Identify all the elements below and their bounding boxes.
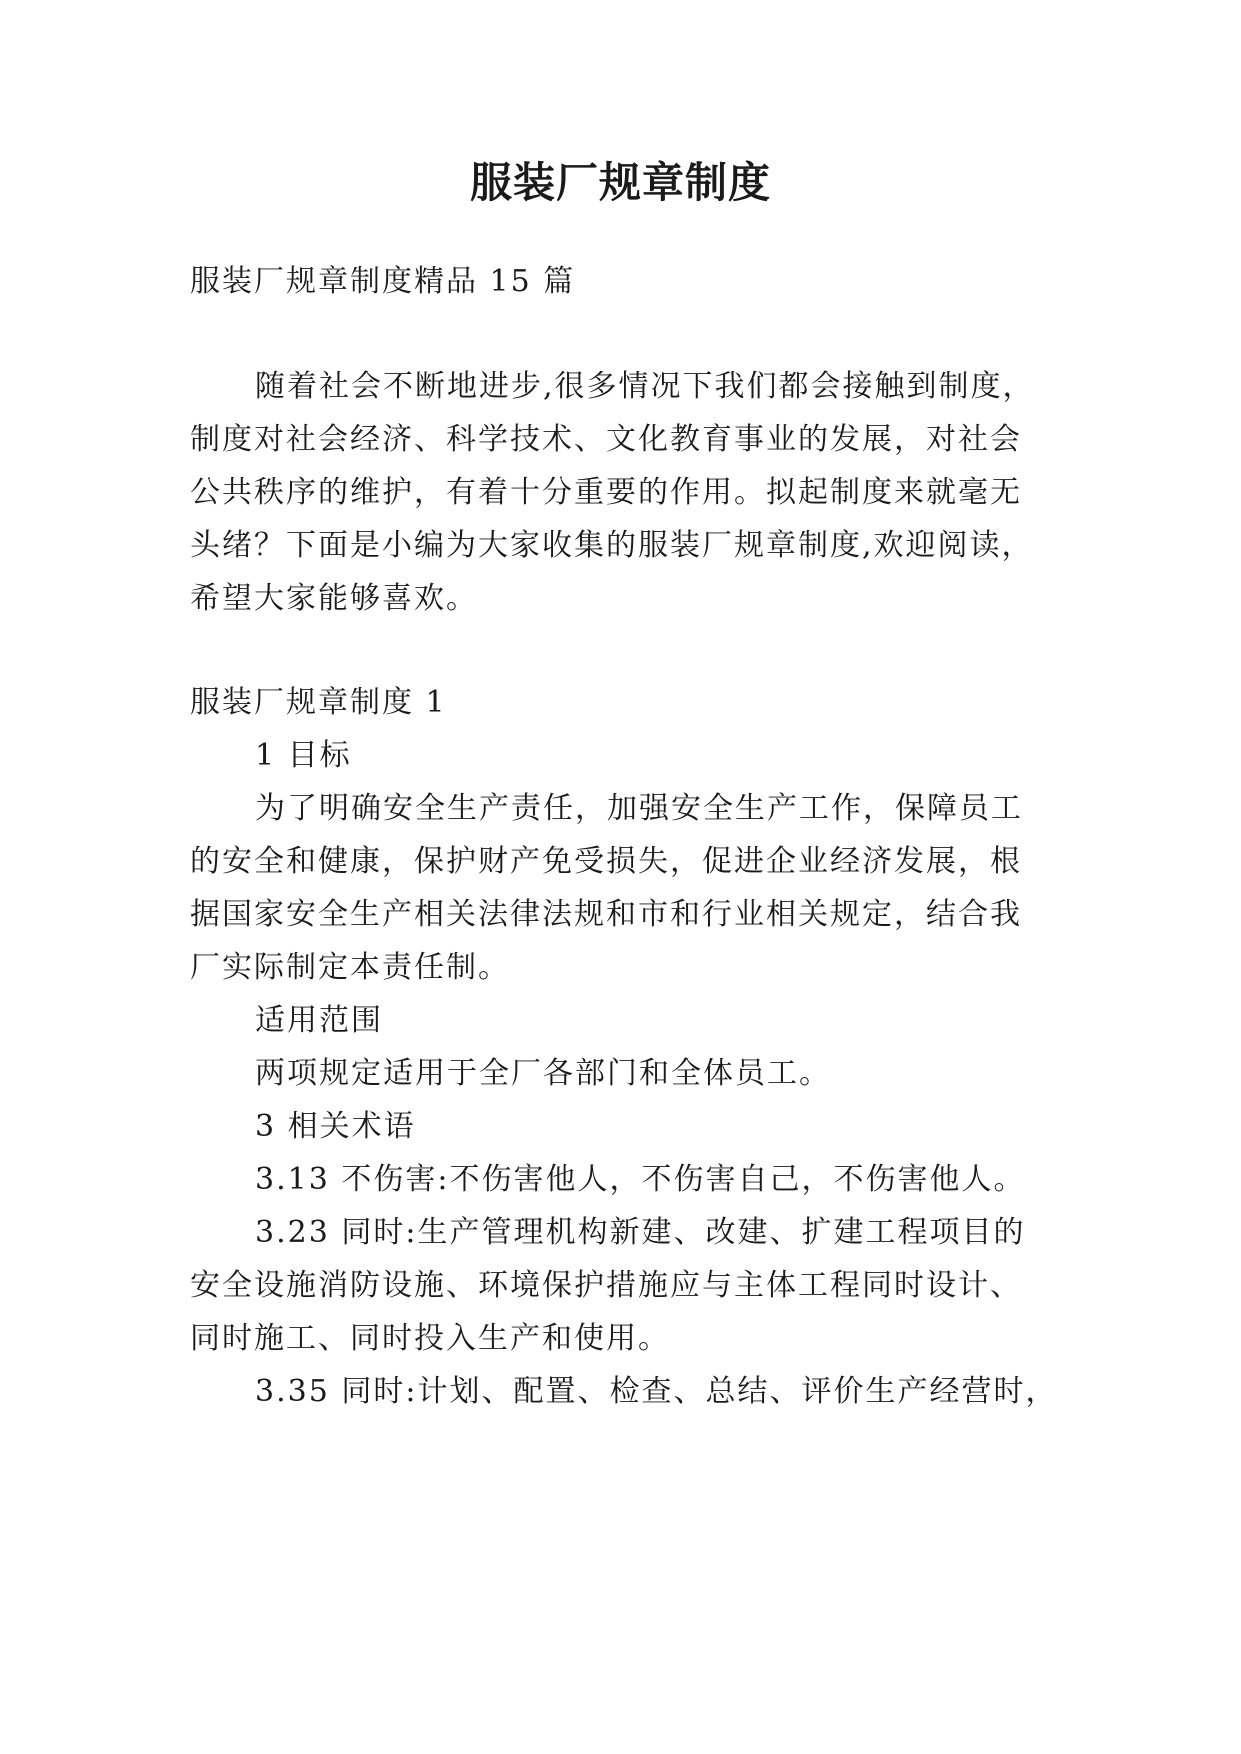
body-line-9: 3.13 不伤害:不伤害他人，不伤害自己，不伤害他人。 [255, 1162, 1026, 1197]
body-line-1: 1 目标 [255, 738, 352, 773]
body-line-8: 3 相关术语 [255, 1109, 416, 1144]
intro-line-4: 头绪？下面是小编为大家收集的服装厂规章制度,欢迎阅读， [190, 528, 1034, 563]
body-line-5: 厂实际制定本责任制。 [190, 950, 510, 985]
body-line-12: 同时施工、同时投入生产和使用。 [190, 1321, 670, 1356]
document-subtitle: 服装厂规章制度精品 15 篇 [190, 264, 576, 299]
intro-line-5: 希望大家能够喜欢。 [190, 581, 478, 616]
body-line-6: 适用范围 [255, 1003, 383, 1038]
body-line-11: 安全设施消防设施、环境保护措施应与主体工程同时设计、 [190, 1268, 1022, 1303]
body-line-4: 据国家安全生产相关法律法规和市和行业相关规定，结合我 [190, 897, 1022, 932]
body-line-2: 为了明确安全生产责任，加强安全生产工作，保障员工 [255, 791, 1023, 826]
intro-line-1: 随着社会不断地进步,很多情况下我们都会接触到制度， [255, 369, 1035, 404]
body-line-3: 的安全和健康，保护财产免受损失，促进企业经济发展，根 [190, 844, 1022, 879]
body-line-7: 两项规定适用于全厂各部门和全体员工。 [255, 1056, 831, 1091]
document-title: 服装厂规章制度 [469, 158, 771, 207]
body-line-10: 3.23 同时:生产管理机构新建、改建、扩建工程项目的 [255, 1215, 1026, 1250]
intro-line-3: 公共秩序的维护，有着十分重要的作用。拟起制度来就毫无 [190, 475, 1022, 510]
body-line-13: 3.35 同时:计划、配置、检查、总结、评价生产经营时， [255, 1374, 1058, 1409]
section-heading: 服装厂规章制度 1 [190, 685, 447, 720]
intro-line-2: 制度对社会经济、科学技术、文化教育事业的发展，对社会 [190, 422, 1022, 457]
